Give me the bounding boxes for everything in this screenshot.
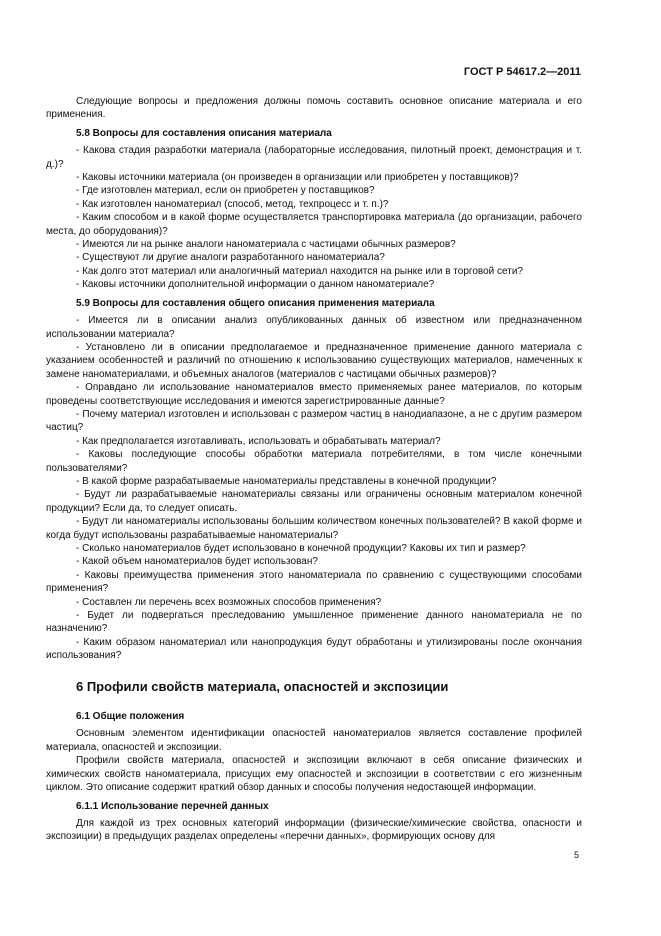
paragraph: - Каковы источники дополнительной информации о данном наноматериале? — [76, 279, 435, 291]
subsection-heading: 6.1.1 Использование перечней данных — [76, 800, 269, 812]
document-code: ГОСТ Р 54617.2—2011 — [463, 66, 581, 78]
paragraph: - Как изготовлен наноматериал (способ, метод, техпроцесс и т. п.)? — [76, 198, 389, 210]
section-heading: 6 Профили свойств материала, опасностей и экспозиции — [76, 678, 449, 694]
page-number: 5 — [573, 850, 579, 860]
paragraph: Следующие вопросы и предложения должны помочь составить основное описание материала и его применения. — [46, 96, 582, 121]
paragraph: - В какой форме разрабатываемые наноматериалы представлены в конечной продукции? — [76, 475, 497, 487]
page-body — [46, 95, 582, 844]
paragraph: - Имеется ли в описании анализ опубликованных данных об известном или предназначенном использовании материала? — [46, 315, 582, 340]
paragraph: Профили свойств материала, опасностей и экспозиции включают в себя описание физических и химических свойств наноматериала, присущих ему опасностей и экспозиции в соответствии с его жизненным циклом. Это описание содержит краткий обзор данных и способы получения недостающей информации. — [46, 755, 582, 794]
paragraph: - Где изготовлен материал, если он приобретен у поставщиков? — [76, 185, 375, 197]
paragraph: - Как предполагается изготавливать, использовать и обрабатывать материал? — [76, 435, 441, 447]
subsection-heading: 6.1 Общие положения — [76, 711, 185, 723]
subsection-heading: 5.8 Вопросы для составления описания материала — [76, 127, 332, 139]
paragraph: - Какой объем наноматериалов будет использован? — [76, 556, 318, 568]
paragraph: Основным элементом идентификации опасностей наноматериалов является составление профилей материала, опасностей и экспозиции. — [46, 728, 582, 753]
paragraph: - Каковы источники материала (он произведен в организации или приобретен у поставщиков)? — [76, 172, 519, 184]
paragraph: - Составлен ли перечень всех возможных способов применения? — [76, 596, 382, 608]
paragraph: - Какова стадия разработки материала (лабораторные исследования, пилотный проект, демонстрация и т. д.)? — [46, 145, 582, 170]
paragraph: - Каковы последующие способы обработки материала потребителями, в том числе конечными пользователями? — [46, 449, 582, 474]
paragraph: - Как долго этот материал или аналогичный материал находится на рынке или в торговой сети? — [76, 265, 523, 277]
paragraph: - Будут ли наноматериалы использованы большим количеством конечных пользователей? В какой форме и когда будут использованы разрабатываемые наноматериалы? — [46, 516, 582, 541]
paragraph: - Будут ли разрабатываемые наноматериалы связаны или ограничены основным материалом конечной продукции? Если да, то следует описать. — [46, 489, 582, 514]
paragraph: - Установлено ли в описании предполагаемое и предназначенное применение данного материала с указанием особенностей и различий по отношению к использованию существующих материалов, намеченных к замене наноматериалами, и объемных аналогов (материалов с частицами обычных размеров)? — [46, 341, 582, 380]
paragraph: - Почему материал изготовлен и использован с размером частиц в нанодиапазоне, а не с другим размером частиц? — [46, 408, 582, 434]
paragraph: - Каким способом и в какой форме осуществляется транспортировка материала (до организации, рабочего места, до оборудования)? — [46, 212, 582, 237]
paragraph: - Сколько наноматериалов будет использовано в конечной продукции? Каковы их тип и размер? — [76, 543, 526, 554]
subsection-heading: 5.9 Вопросы для составления общего описания применения материала — [76, 297, 435, 309]
paragraph: - Будет ли подвергаться преследованию умышленное применение данного наноматериала не по назначению? — [46, 610, 582, 635]
paragraph: - Каковы преимущества применения этого наноматериала по сравнению с существующими способами применения? — [46, 569, 582, 595]
paragraph: - Существуют ли другие аналоги разработанного наноматериала? — [76, 252, 385, 264]
paragraph: - Имеются ли на рынке аналоги наноматериала с частицами обычных размеров? — [76, 239, 456, 251]
paragraph: Для каждой из трех основных категорий информации (физические/химические свойства, опасности и экспозиции) в предыдущих разделах определены «перечни данных», формирующих основу для — [46, 817, 582, 843]
paragraph: - Оправдано ли использование наноматериалов вместо применяемых ранее материалов, по которым проведены соответствующие исследования и имеются зарегистрированные данные? — [46, 382, 582, 407]
paragraph: - Каким образом наноматериал или нанопродукция будут обработаны и утилизированы после окончания использования? — [46, 636, 582, 662]
